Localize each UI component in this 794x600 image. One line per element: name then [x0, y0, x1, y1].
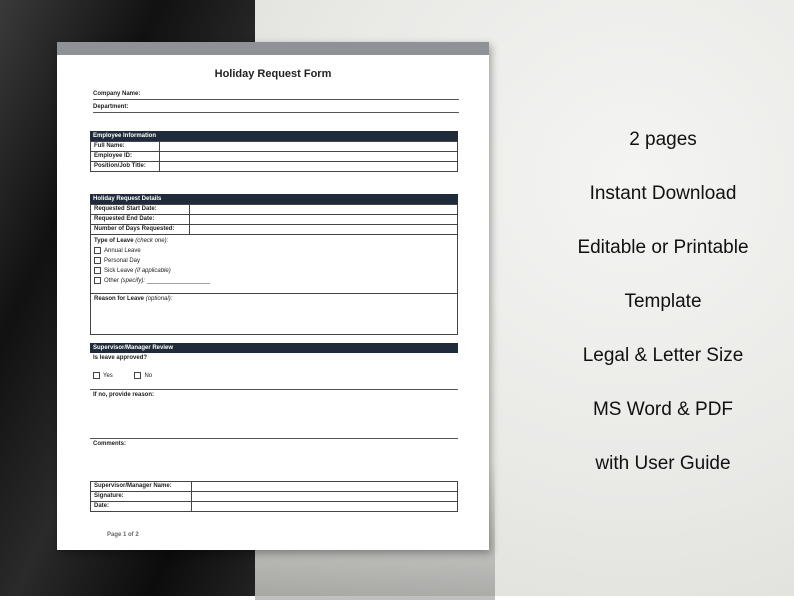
- company-label: Company Name:: [93, 91, 141, 97]
- review-section: [90, 343, 458, 477]
- manager-name-label: Supervisor/Manager Name:: [91, 482, 192, 492]
- end-date-input[interactable]: [190, 215, 458, 225]
- review-section-header: Supervisor/Manager Review: [90, 343, 458, 353]
- signature-table: [90, 481, 458, 512]
- request-section-header: Holiday Request Details: [90, 194, 458, 204]
- signature-input[interactable]: [192, 492, 458, 502]
- option-label: Personal Day: [104, 258, 141, 264]
- yes-option[interactable]: [93, 373, 113, 379]
- end-date-label: Requested End Date:: [91, 215, 190, 225]
- option-label: Sick Leave: [104, 268, 134, 274]
- if-no-field[interactable]: [90, 389, 458, 438]
- header-bar: [57, 42, 489, 55]
- checkbox-icon[interactable]: [94, 267, 101, 274]
- leave-type-label: Type of Leave: [94, 238, 134, 244]
- full-name-label: Full Name:: [91, 142, 160, 152]
- table-row: [91, 162, 458, 172]
- employee-section-header: Employee Information: [90, 131, 458, 141]
- table-row: [91, 205, 458, 215]
- comments-field[interactable]: [90, 438, 458, 477]
- employee-table: [90, 141, 458, 172]
- employee-id-input[interactable]: [160, 152, 458, 162]
- signature-section: [90, 481, 458, 512]
- approved-label: Is leave approved?: [93, 355, 148, 361]
- page-number: Page 1 of 2: [107, 532, 139, 538]
- feature-item: Template: [624, 291, 702, 312]
- feature-item: Instant Download: [589, 183, 737, 204]
- employee-section: [90, 131, 458, 172]
- date-input[interactable]: [192, 502, 458, 512]
- leave-type-heading: [94, 237, 454, 246]
- option-label: Annual Leave: [104, 248, 141, 254]
- if-no-label: If no, provide reason:: [93, 392, 155, 399]
- signature-label: Signature:: [91, 492, 192, 502]
- feature-item: MS Word & PDF: [592, 399, 734, 420]
- table-row: [91, 492, 458, 502]
- feature-list: [540, 120, 786, 498]
- form-page: [57, 42, 489, 550]
- position-input[interactable]: [160, 162, 458, 172]
- checkbox-icon[interactable]: [94, 277, 101, 284]
- date-label: Date:: [91, 502, 192, 512]
- table-row: [91, 152, 458, 162]
- comments-label: Comments:: [93, 441, 127, 448]
- feature-item: 2 pages: [629, 129, 697, 150]
- full-name-input[interactable]: [160, 142, 458, 152]
- checkbox-icon[interactable]: [134, 372, 141, 379]
- reason-label: Reason for Leave: [94, 296, 145, 302]
- no-label: No: [144, 373, 153, 380]
- feature-item: Editable or Printable: [577, 237, 749, 258]
- no-option[interactable]: [134, 373, 152, 379]
- option-annual[interactable]: [94, 246, 454, 256]
- other-hint: (specify):: [120, 278, 146, 284]
- leave-type-box: [90, 235, 458, 294]
- feature-item: with User Guide: [595, 453, 731, 474]
- start-date-label: Requested Start Date:: [91, 205, 190, 215]
- option-label: Other: [104, 278, 120, 284]
- leave-type-hint: (check one):: [135, 238, 169, 244]
- table-row: [91, 215, 458, 225]
- yes-label: Yes: [103, 373, 113, 380]
- table-row: [91, 225, 458, 235]
- days-input[interactable]: [190, 225, 458, 235]
- manager-name-input[interactable]: [192, 482, 458, 492]
- company-name-field: [93, 90, 459, 100]
- approval-options: [90, 363, 458, 379]
- option-sick[interactable]: [94, 266, 454, 276]
- other-blank[interactable]: ___________________: [146, 278, 211, 284]
- feature-item: Legal & Letter Size: [582, 345, 744, 366]
- table-row: [91, 482, 458, 492]
- form-title: Holiday Request Form: [214, 68, 332, 80]
- option-personal[interactable]: [94, 256, 454, 266]
- department-field: [93, 103, 459, 113]
- request-table: [90, 204, 458, 235]
- request-section: [90, 194, 458, 335]
- table-row: [91, 142, 458, 152]
- start-date-input[interactable]: [190, 205, 458, 215]
- reason-box[interactable]: [90, 294, 458, 335]
- days-label: Number of Days Requested:: [91, 225, 190, 235]
- checkbox-icon[interactable]: [93, 372, 100, 379]
- department-label: Department:: [93, 104, 129, 110]
- checkbox-icon[interactable]: [94, 247, 101, 254]
- position-label: Position/Job Title:: [91, 162, 160, 172]
- employee-id-label: Employee ID:: [91, 152, 160, 162]
- sick-hint: (if applicable): [135, 268, 171, 274]
- checkbox-icon[interactable]: [94, 257, 101, 264]
- reason-hint: (optional):: [145, 296, 173, 302]
- table-row: [91, 502, 458, 512]
- option-other[interactable]: [94, 276, 454, 286]
